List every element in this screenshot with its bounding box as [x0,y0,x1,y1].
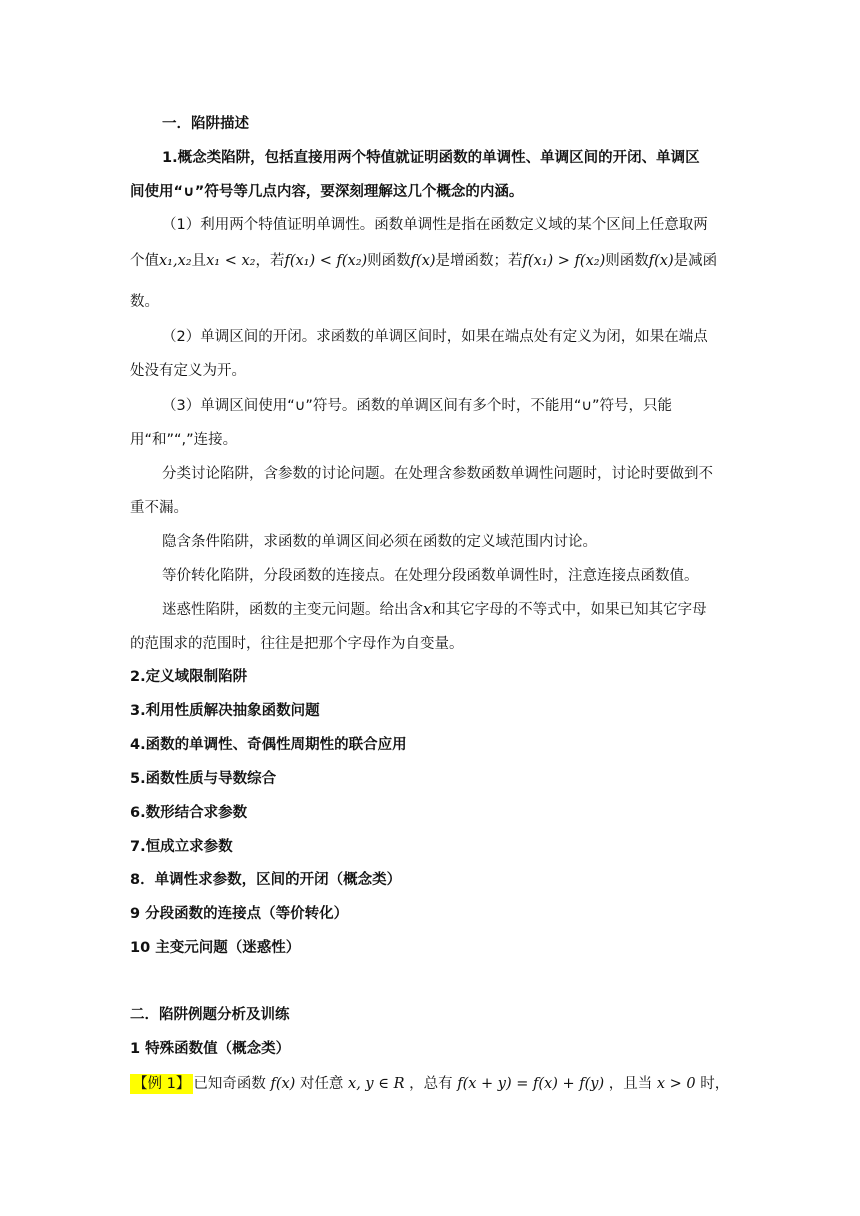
p2-line2: 处没有定义为开。 [130,363,246,379]
p1-line2 [130,249,717,270]
text: 对任意 [295,1076,349,1092]
list-item: 10 主变元问题（迷惑性） [130,940,301,956]
math-functional-eq: f(x + y) = f(x) + f(y) [457,1076,605,1092]
math-x: x [423,602,432,618]
list-item: 5.函数性质与导数综合 [130,771,277,787]
list-item: 9 分段函数的连接点（等价转化） [130,906,349,922]
p5-line1: 隐含条件陷阱，求函数的单调区间必须在函数的定义域范围内讨论。 [162,534,597,550]
p3-line2: 用“和”“,”连接。 [130,432,238,448]
text: ，若 [255,253,285,269]
p4-line2: 重不漏。 [130,500,188,516]
text: ，总有 [404,1076,458,1092]
list-item: 8．单调性求参数，区间的开闭（概念类） [130,872,402,888]
math-fx1-gt-fx2: f(x₁) > f(x₂) [522,253,606,269]
text: 和其它字母的不等式中，如果已知其它字母 [431,602,707,618]
p1-line1: （1）利用两个特值证明单调性。函数单调性是指在函数定义域的某个区间上任意取两 [162,217,708,233]
p4-line1: 分类讨论陷阱，含参数的讨论问题。在处理含参数函数单调性问题时，讨论时要做到不 [162,466,713,482]
text: 时， [695,1076,730,1092]
math-x-gt-0: x > 0 [656,1076,696,1092]
text: 已知奇函数 [193,1076,271,1092]
p2-line1: （2）单调区间的开闭。求函数的单调区间时，如果在端点处有定义为闭，如果在端点 [162,329,708,345]
p7-line1 [162,598,707,619]
p6-line1: 等价转化陷阱，分段函数的连接点。在处理分段函数单调性时，注意连接点函数值。 [162,568,699,584]
example-tag: 【例 1】 [130,1074,193,1094]
text: 则函数 [605,253,649,269]
math-fx: f(x) [648,253,674,269]
p1-line3: 数。 [130,294,159,310]
p3-line1: （3）单调区间使用“∪”符号。函数的单调区间有多个时，不能用“∪”符号，只能 [162,398,672,414]
math-xy-in-r: x, y ∈ R [348,1076,405,1092]
text: 是增函数；若 [435,253,523,269]
list-item: 7.恒成立求参数 [130,839,233,855]
item1-title-line1: 1.概念类陷阱，包括直接用两个特值就证明函数的单调性、单调区间的开闭、单调区 [162,150,700,166]
section2-heading: 二．陷阱例题分析及训练 [130,1007,290,1023]
text: 则函数 [367,253,411,269]
math-x1-x2: x₁,x₂ [159,253,192,269]
math-fx1-lt-fx2: f(x₁) < f(x₂) [284,253,368,269]
text: 且 [191,253,207,269]
section1-heading: 一．陷阱描述 [162,116,249,132]
item1-title-line2: 间使用“∪”符号等几点内容，要深刻理解这几个概念的内涵。 [130,184,524,200]
text: 是减函 [673,253,718,269]
list-item: 4.函数的单调性、奇偶性周期性的联合应用 [130,737,407,753]
math-fx: f(x) [410,253,436,269]
p7-line2: 的范围求的范围时，往往是把那个字母作为自变量。 [130,636,464,652]
math-fx: f(x) [270,1076,296,1092]
list-item: 2.定义域限制陷阱 [130,669,248,685]
section2-subheading: 1 特殊函数值（概念类） [130,1041,291,1057]
text: 迷惑性陷阱，函数的主变元问题。给出含 [162,602,423,618]
example-1-line [130,1072,729,1093]
text: 个值 [130,253,159,269]
text: ，且当 [604,1076,657,1092]
list-item: 3.利用性质解决抽象函数问题 [130,703,320,719]
list-item: 6.数形结合求参数 [130,805,248,821]
math-x1-lt-x2: x₁ < x₂ [206,253,256,269]
